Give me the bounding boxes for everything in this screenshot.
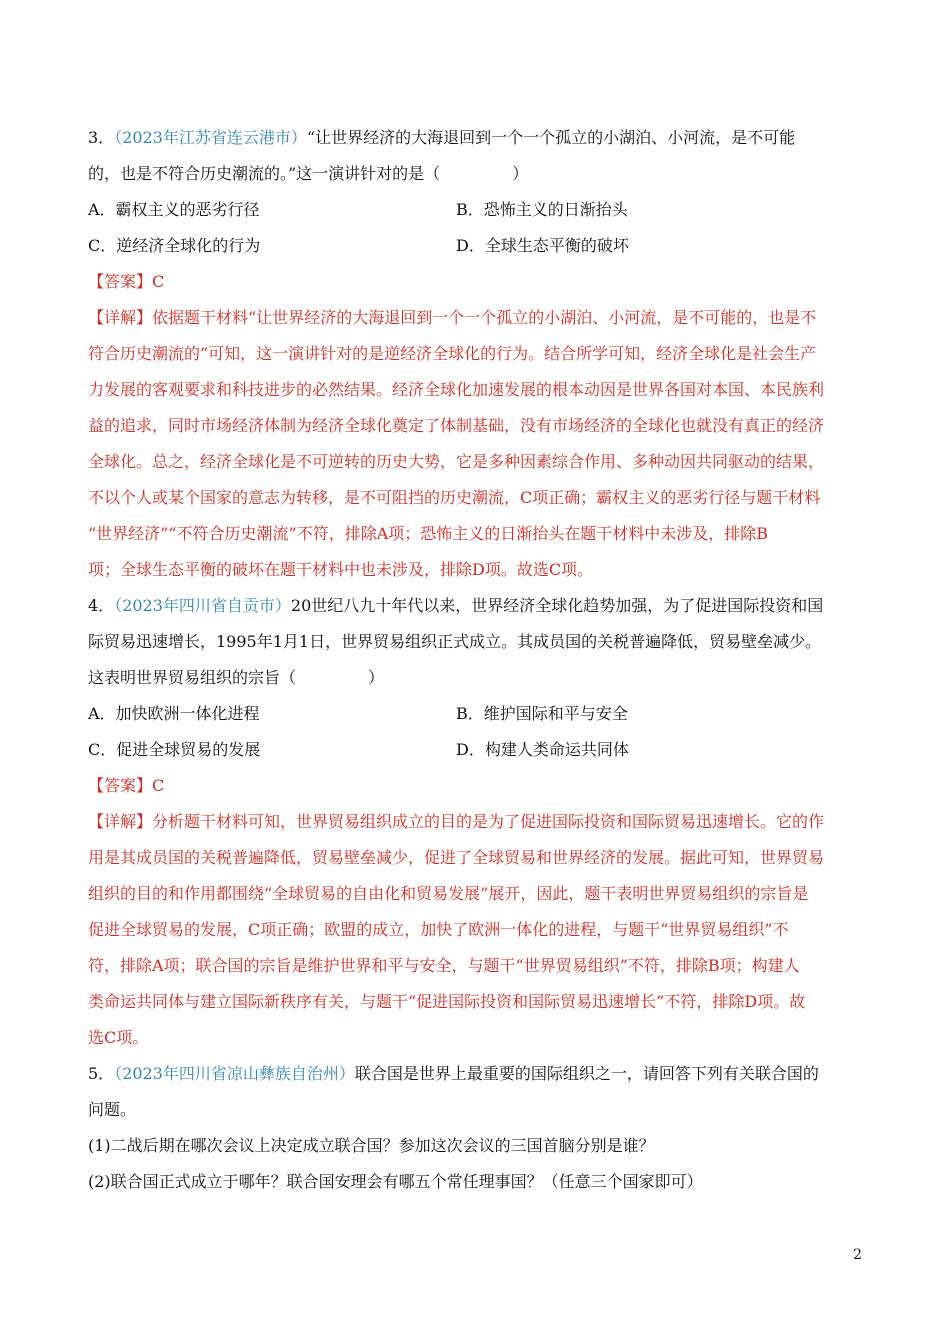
question-4 [88, 588, 864, 1056]
question-5 [88, 1056, 864, 1200]
page-content [88, 120, 864, 1200]
explanation-label: 【详解】 [88, 812, 153, 831]
explanation-line: 力发展的客观要求和科技进步的必然结果。经济全球化加速发展的根本动因是世界各国对本国、本民族利 [88, 380, 825, 399]
option-c: C．逆经济全球化的行为 [88, 236, 261, 255]
stem-line: ） [512, 164, 529, 183]
question-5-stem [88, 1056, 864, 1128]
options [88, 696, 864, 768]
stem-line: “让世界经济的大海退回到一个一个孤立的小湖泊、小河流，是不可能 [306, 128, 796, 147]
question-4-stem [88, 588, 864, 696]
question-number: 5． [88, 1064, 115, 1083]
explanation-line: 益的追求，同时市场经济体制为经济全球化奠定了体制基础，没有市场经济的全球化也就没有真正的经济 [88, 416, 825, 435]
explanation-line: 符，排除A项；联合国的宗旨是维护世界和平与安全，与题干“世界贸易组织”不符，排除B项；构建人 [88, 956, 800, 975]
question-3 [88, 120, 864, 588]
question-source: （2023年四川省自贡市） [114, 596, 291, 615]
explanation [88, 300, 864, 588]
explanation-line: 用是其成员国的关税普遍降低，贸易壁垒减少，促进了全球贸易和世界经济的发展。据此可知，世界贸易 [88, 848, 825, 867]
option-c: C．促进全球贸易的发展 [88, 740, 261, 759]
option-d: D．全球生态平衡的破坏 [456, 236, 629, 255]
question-3-stem [88, 120, 864, 192]
question-number: 3． [88, 128, 115, 147]
answer-value: C [152, 272, 165, 291]
question-number: 4． [88, 596, 115, 615]
stem-line: 这表明世界贸易组织的宗旨（ [88, 668, 297, 687]
explanation-line: 全球化。总之，经济全球化是不可逆转的历史大势，它是多种因素综合作用、多种动因共同驱动的结果， [88, 452, 825, 471]
stem-line: 际贸易迅速增长，1995年1月1日，世界贸易组织正式成立。其成员国的关税普遍降低，贸易壁垒减少。 [88, 632, 822, 651]
explanation-line: 依据题干材料“让世界经济的大海退回到一个一个孤立的小湖泊、小河流，是不可能的，也是不 [152, 308, 817, 327]
option-b: B．恐怖主义的日渐抬头 [456, 200, 628, 219]
explanation-line: 不以个人或某个国家的意志为转移，是不可阻挡的历史潮流，C项正确；霸权主义的恶劣行径与题干材料 [88, 488, 821, 507]
explanation-line: 分析题干材料可知，世界贸易组织成立的目的是为了促进国际投资和国际贸易迅速增长。它的作 [152, 812, 825, 831]
option-a: A．霸权主义的恶劣行径 [88, 200, 260, 219]
explanation [88, 804, 864, 1056]
question-source: （2023年四川省凉山彝族自治州） [114, 1064, 355, 1083]
answer-line [88, 768, 864, 804]
stem-line: 问题。 [88, 1100, 137, 1119]
explanation-line: 项；全球生态平衡的破坏在题干材料中也未涉及，排除D项。故选C项。 [88, 560, 594, 579]
explanation-line: 促进全球贸易的发展，C项正确；欧盟的成立，加快了欧洲一体化的进程，与题干“世界贸易组织”不 [88, 920, 789, 939]
answer-line [88, 264, 864, 300]
stem-line: ） [368, 668, 385, 687]
stem-line: 的，也是不符合历史潮流的。”这一演讲针对的是（ [88, 164, 441, 183]
option-b: B．维护国际和平与安全 [456, 704, 628, 723]
explanation-line: 组织的目的和作用都围绕“全球贸易的自由化和贸易发展”展开，因此，题干表明世界贸易组织的宗旨是 [88, 884, 809, 903]
answer-value: C [152, 776, 165, 795]
answer-label: 【答案】 [88, 272, 153, 291]
options [88, 192, 864, 264]
explanation-line: “世界经济”“不符合历史潮流”不符，排除A项；恐怖主义的日渐抬头在题干材料中未涉及，排除B [88, 524, 769, 543]
option-d: D．构建人类命运共同体 [456, 740, 629, 759]
answer-label: 【答案】 [88, 776, 153, 795]
explanation-line: 选C项。 [88, 1028, 149, 1047]
page-number: 2 [853, 1247, 862, 1263]
option-a: A．加快欧洲一体化进程 [88, 704, 260, 723]
sub-question-1: (1)二战后期在哪次会议上决定成立联合国？参加这次会议的三国首脑分别是谁？ [88, 1136, 655, 1155]
explanation-line: 符合历史潮流的”可知，这一演讲针对的是逆经济全球化的行为。结合所学可知，经济全球化是社会生产 [88, 344, 817, 363]
question-source: （2023年江苏省连云港市） [114, 128, 307, 147]
stem-line: 20世纪八九十年代以来，世界经济全球化趋势加强，为了促进国际投资和国 [290, 596, 824, 615]
explanation-line: 类命运共同体与建立国际新秩序有关，与题干“促进国际投资和国际贸易迅速增长”不符，排除D项。故 [88, 992, 806, 1011]
explanation-label: 【详解】 [88, 308, 153, 327]
sub-question-2: (2)联合国正式成立于哪年？联合国安理会有哪五个常任理事国？（任意三个国家即可） [88, 1172, 703, 1191]
stem-line: 联合国是世界上最重要的国际组织之一，请回答下列有关联合国的 [354, 1064, 819, 1083]
